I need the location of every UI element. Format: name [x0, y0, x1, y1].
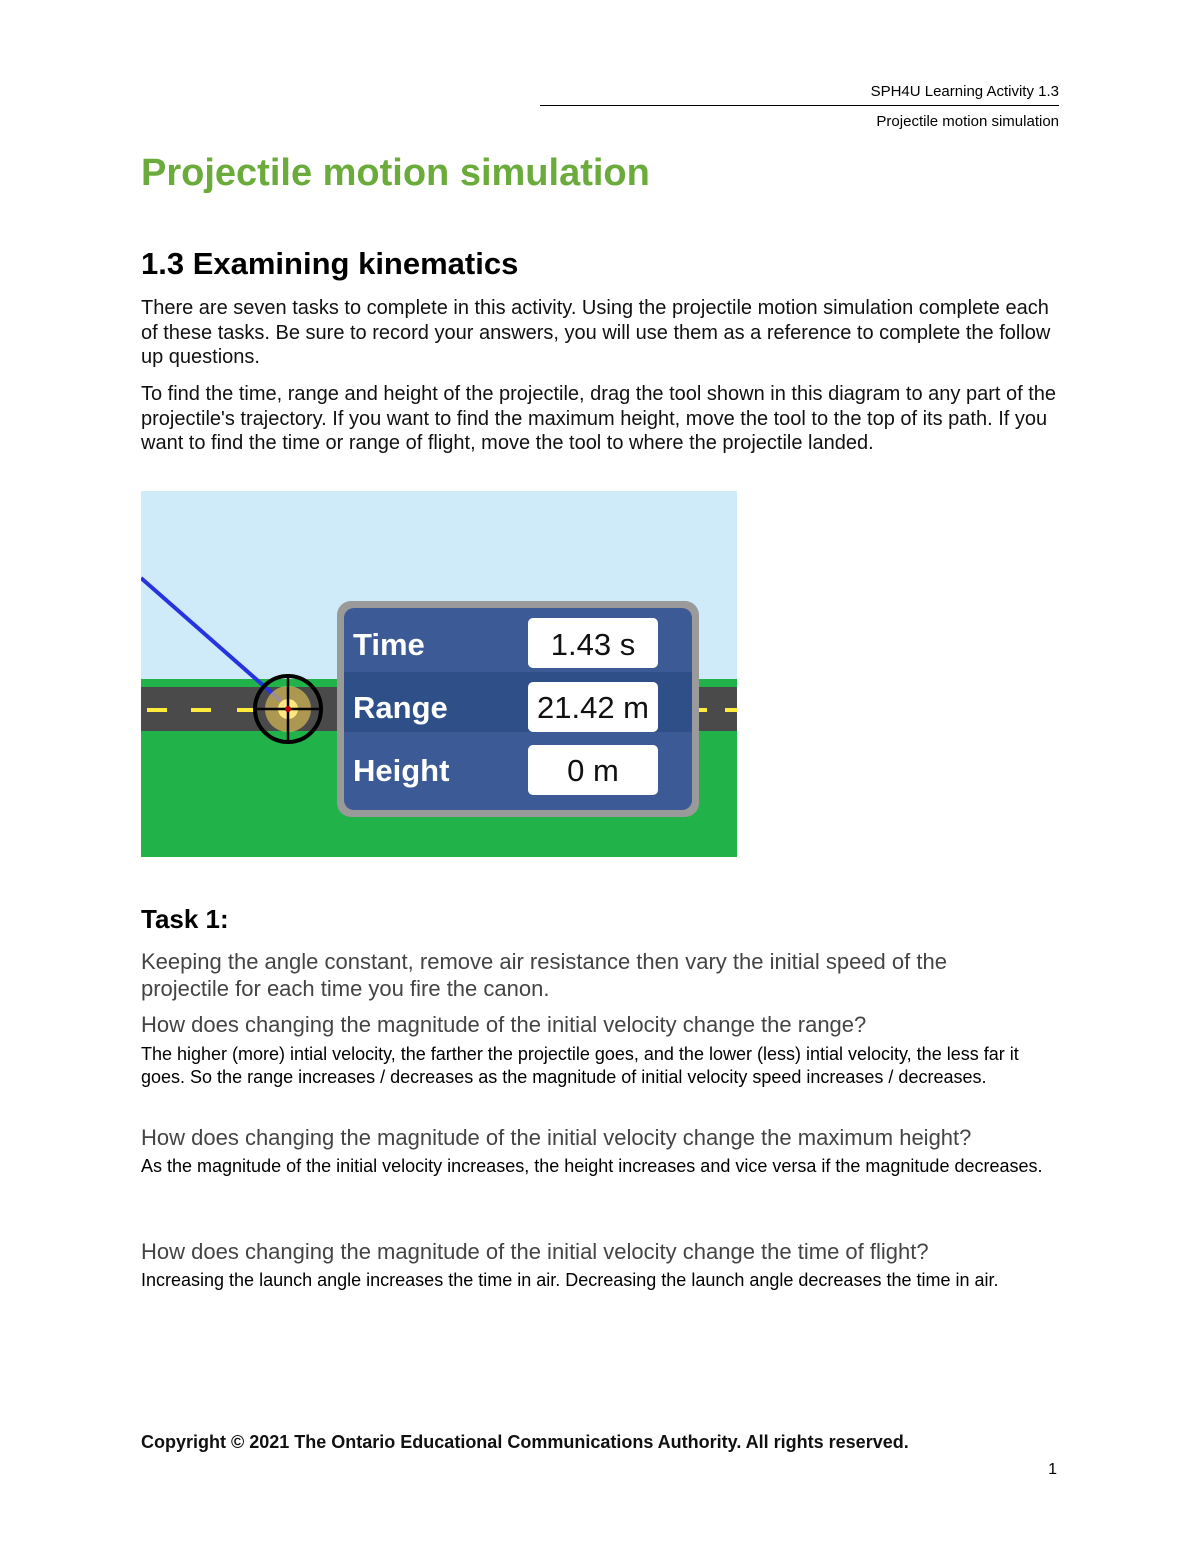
readout-label-height: Height — [353, 753, 450, 788]
page-number: 1 — [1048, 1461, 1057, 1478]
readout-value-height: 0 m — [567, 753, 619, 788]
header-subtitle: Projectile motion simulation — [876, 113, 1059, 130]
simulation-screenshot — [141, 491, 737, 857]
task-intro: Keeping the angle constant, remove air resistance then vary the initial speed of the projectile for each time you fire the canon. — [141, 949, 947, 1001]
question-range: How does changing the magnitude of the initial velocity change the range? — [141, 1012, 867, 1037]
intro-paragraph-1: There are seven tasks to complete in this activity. Using the projectile motion simulation complete each of these tasks. Be sure to record your answers, you will use them as a reference to complete the follow up questions. — [141, 297, 1051, 368]
section-heading: 1.3 Examining kinematics — [141, 246, 519, 281]
readout-value-range: 21.42 m — [536, 690, 650, 725]
question-max-height: How does changing the magnitude of the initial velocity change the maximum height? — [141, 1125, 972, 1150]
question-time-of-flight: How does changing the magnitude of the initial velocity change the time of flight? — [141, 1239, 929, 1264]
readout-value-time: 1.43 s — [550, 627, 636, 662]
page-title: Projectile motion simulation — [141, 152, 650, 194]
task-heading: Task 1: — [141, 904, 229, 934]
answer-time-of-flight: Increasing the launch angle increases the time in air. Decreasing the launch angle decreases the time in air. — [141, 1270, 999, 1290]
crosshair-tool-icon[interactable] — [255, 676, 321, 742]
header-rule — [540, 105, 1059, 106]
readout-label-time: Time — [353, 627, 425, 662]
answer-range: The higher (more) intial velocity, the farther the projectile goes, and the lower (less) intial velocity, the less far it goes. So the range increases / decreases as the magnitude of initial velocity speed increases / decreases. — [141, 1044, 1019, 1087]
header-course: SPH4U Learning Activity 1.3 — [870, 83, 1059, 100]
readout-label-range: Range — [353, 690, 448, 725]
answer-max-height: As the magnitude of the initial velocity increases, the height increases and vice versa if the magnitude decreases. — [141, 1156, 1043, 1176]
intro-paragraph-2: To find the time, range and height of the projectile, drag the tool shown in this diagram to any part of the projectile's trajectory. If you want to find the maximum height, move the tool to the top of its path. If you want to find the time or range of flight, move the tool to where the projectile landed. — [141, 383, 1056, 454]
readout-panel[interactable] — [337, 601, 699, 817]
simulation-canvas — [141, 491, 737, 857]
copyright-notice: Copyright © 2021 The Ontario Educational Communications Authority. All rights reserved. — [141, 1432, 909, 1452]
